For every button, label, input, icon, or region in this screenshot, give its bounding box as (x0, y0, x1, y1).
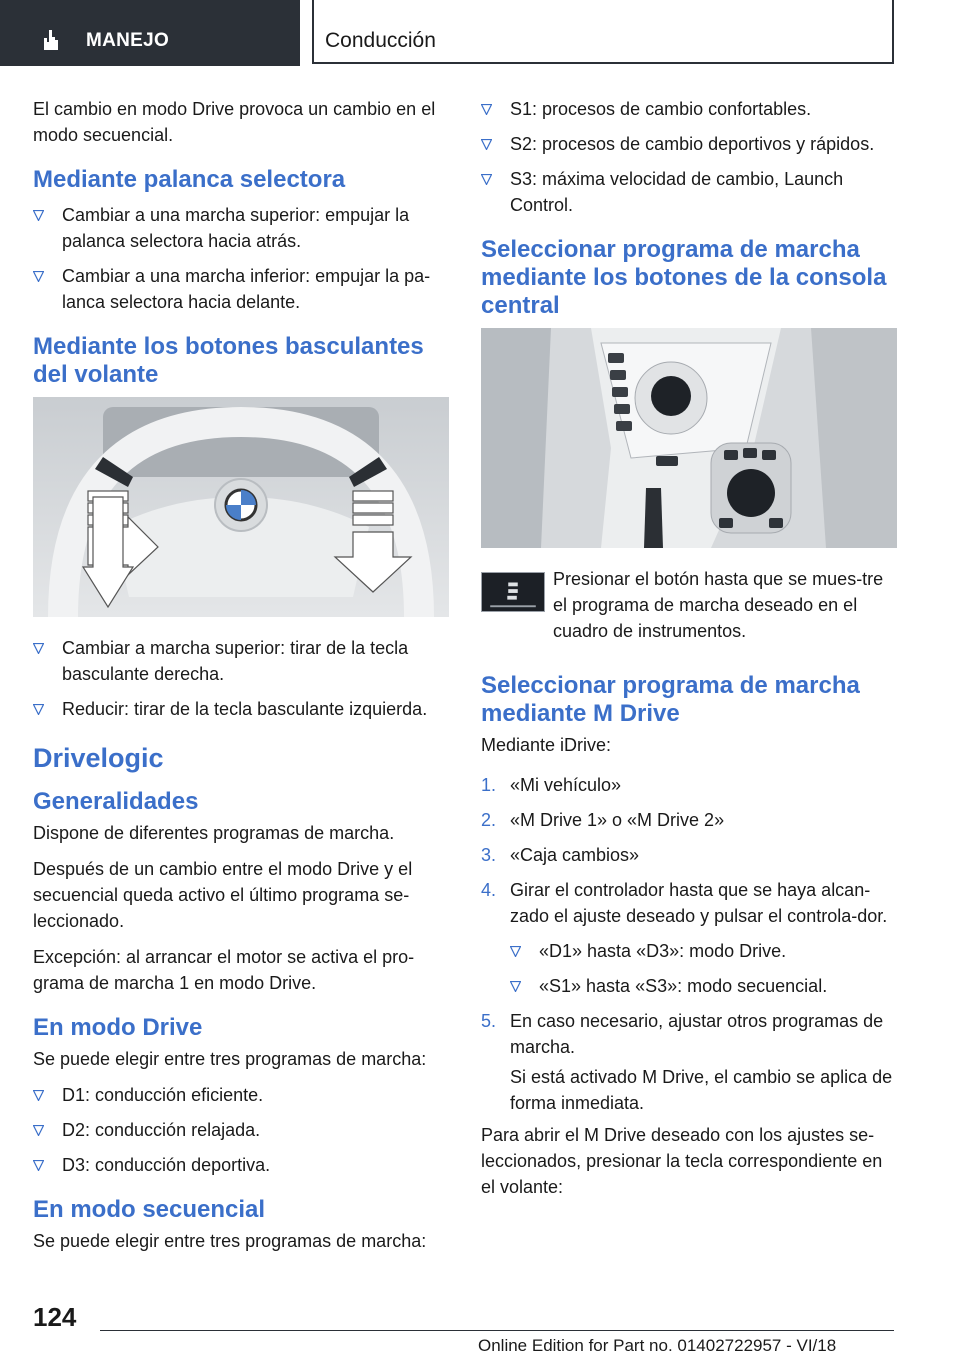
intro-paragraph: El cambio en modo Drive provoca un cambio en el modo secuencial. (33, 99, 436, 145)
triangle-bullet-icon (33, 1090, 44, 1101)
paragraph: Excepción: al arrancar el motor se activa el pro‐grama de marcha 1 en modo Drive. (33, 947, 415, 993)
list-item: Cambiar a marcha superior: tirar de la tecla basculante derecha. (33, 635, 449, 687)
edition-note: Online Edition for Part no. 01402722957 - VI/18 (478, 1336, 837, 1355)
triangle-bullet-icon (510, 946, 521, 957)
triangle-bullet-icon (510, 981, 521, 992)
list-item: S1: procesos de cambio confortables. (481, 96, 897, 122)
triangle-bullet-icon (33, 271, 44, 282)
step-number: 3. (481, 845, 497, 865)
list-item: D3: conducción deportiva. (33, 1152, 449, 1178)
triangle-bullet-icon (481, 174, 492, 185)
triangle-bullet-icon (33, 210, 44, 221)
step-note: Si está activado M Drive, el cambio se aplica de forma inmediata. (510, 1067, 893, 1113)
list-item: D1: conducción eficiente. (33, 1082, 449, 1108)
heading-drive: En modo Drive (33, 1014, 203, 1041)
heading-consola: Seleccionar programa de marcha mediante los botones de la consola central (481, 236, 887, 319)
step-number: 2. (481, 810, 497, 830)
right-column (481, 96, 897, 1210)
console-instruction: Presionar el botón hasta que se mues‐tre el programa de marcha deseado en el cuadro de instrumentos. (481, 566, 897, 644)
steering-wheel-paddles-image (33, 397, 449, 617)
sub-list-item: «S1» hasta «S3»: modo secuencial. (510, 973, 897, 999)
heading-botones: Mediante los botones basculantes del volante (33, 333, 424, 388)
closing-paragraph: Para abrir el M Drive deseado con los ajustes se‐leccionados, presionar la tecla correspondiente en el volante: (481, 1125, 883, 1197)
heading-palanca: Mediante palanca selectora (33, 166, 346, 193)
list-item: D2: conducción relajada. (33, 1117, 449, 1143)
chapter-title: Conducción (325, 29, 436, 52)
sub-list-item: «D1» hasta «D3»: modo Drive. (510, 938, 897, 964)
triangle-bullet-icon (33, 1125, 44, 1136)
paragraph: Se puede elegir entre tres programas de marcha: (33, 1231, 427, 1251)
list-item: Cambiar a una marcha inferior: empujar la pa‐lanca selectora hacia delante. (33, 263, 449, 315)
paragraph: Mediante iDrive: (481, 735, 612, 755)
step-item: 1. «Mi vehículo» (481, 772, 897, 798)
triangle-bullet-icon (481, 104, 492, 115)
step-item: 5. En caso necesario, ajustar otros programas de marcha. (481, 1008, 897, 1060)
heading-generalidades: Generalidades (33, 788, 199, 815)
list-item: Reducir: tirar de la tecla basculante izquierda. (33, 696, 449, 722)
step-number: 5. (481, 1011, 497, 1031)
heading-secuencial: En modo secuencial (33, 1196, 266, 1223)
left-column (33, 96, 449, 1264)
page-number: 124 (33, 1302, 77, 1332)
steering-hand-icon (40, 28, 62, 52)
triangle-bullet-icon (481, 139, 492, 150)
heading-mdrive: Seleccionar programa de marcha mediante M Drive (481, 672, 860, 727)
section-label: MANEJO (86, 30, 170, 51)
paragraph: Dispone de diferentes programas de marcha. (33, 823, 395, 843)
paragraph: Después de un cambio entre el modo Drive y el secuencial queda activo el último programa se‐leccionado. (33, 859, 413, 931)
step-item: 3. «Caja cambios» (481, 842, 897, 868)
drivelogic-button-icon (481, 572, 545, 612)
step-item: 2. «M Drive 1» o «M Drive 2» (481, 807, 897, 833)
step-number: 1. (481, 775, 497, 795)
triangle-bullet-icon (33, 1160, 44, 1171)
step-item: 4. Girar el controlador hasta que se haya alcan‐zado el ajuste deseado y pulsar el controla‐dor. (481, 877, 897, 929)
triangle-bullet-icon (33, 643, 44, 654)
center-console-image (481, 328, 897, 548)
footer-rule (100, 1330, 894, 1331)
list-item: S3: máxima velocidad de cambio, Launch Control. (481, 166, 897, 218)
triangle-bullet-icon (33, 704, 44, 715)
paragraph: Se puede elegir entre tres programas de marcha: (33, 1049, 427, 1069)
step-number: 4. (481, 880, 497, 900)
heading-drivelogic: Drivelogic (33, 743, 164, 773)
list-item: S2: procesos de cambio deportivos y rápidos. (481, 131, 897, 157)
list-item: Cambiar a una marcha superior: empujar la palanca selectora hacia atrás. (33, 202, 449, 254)
